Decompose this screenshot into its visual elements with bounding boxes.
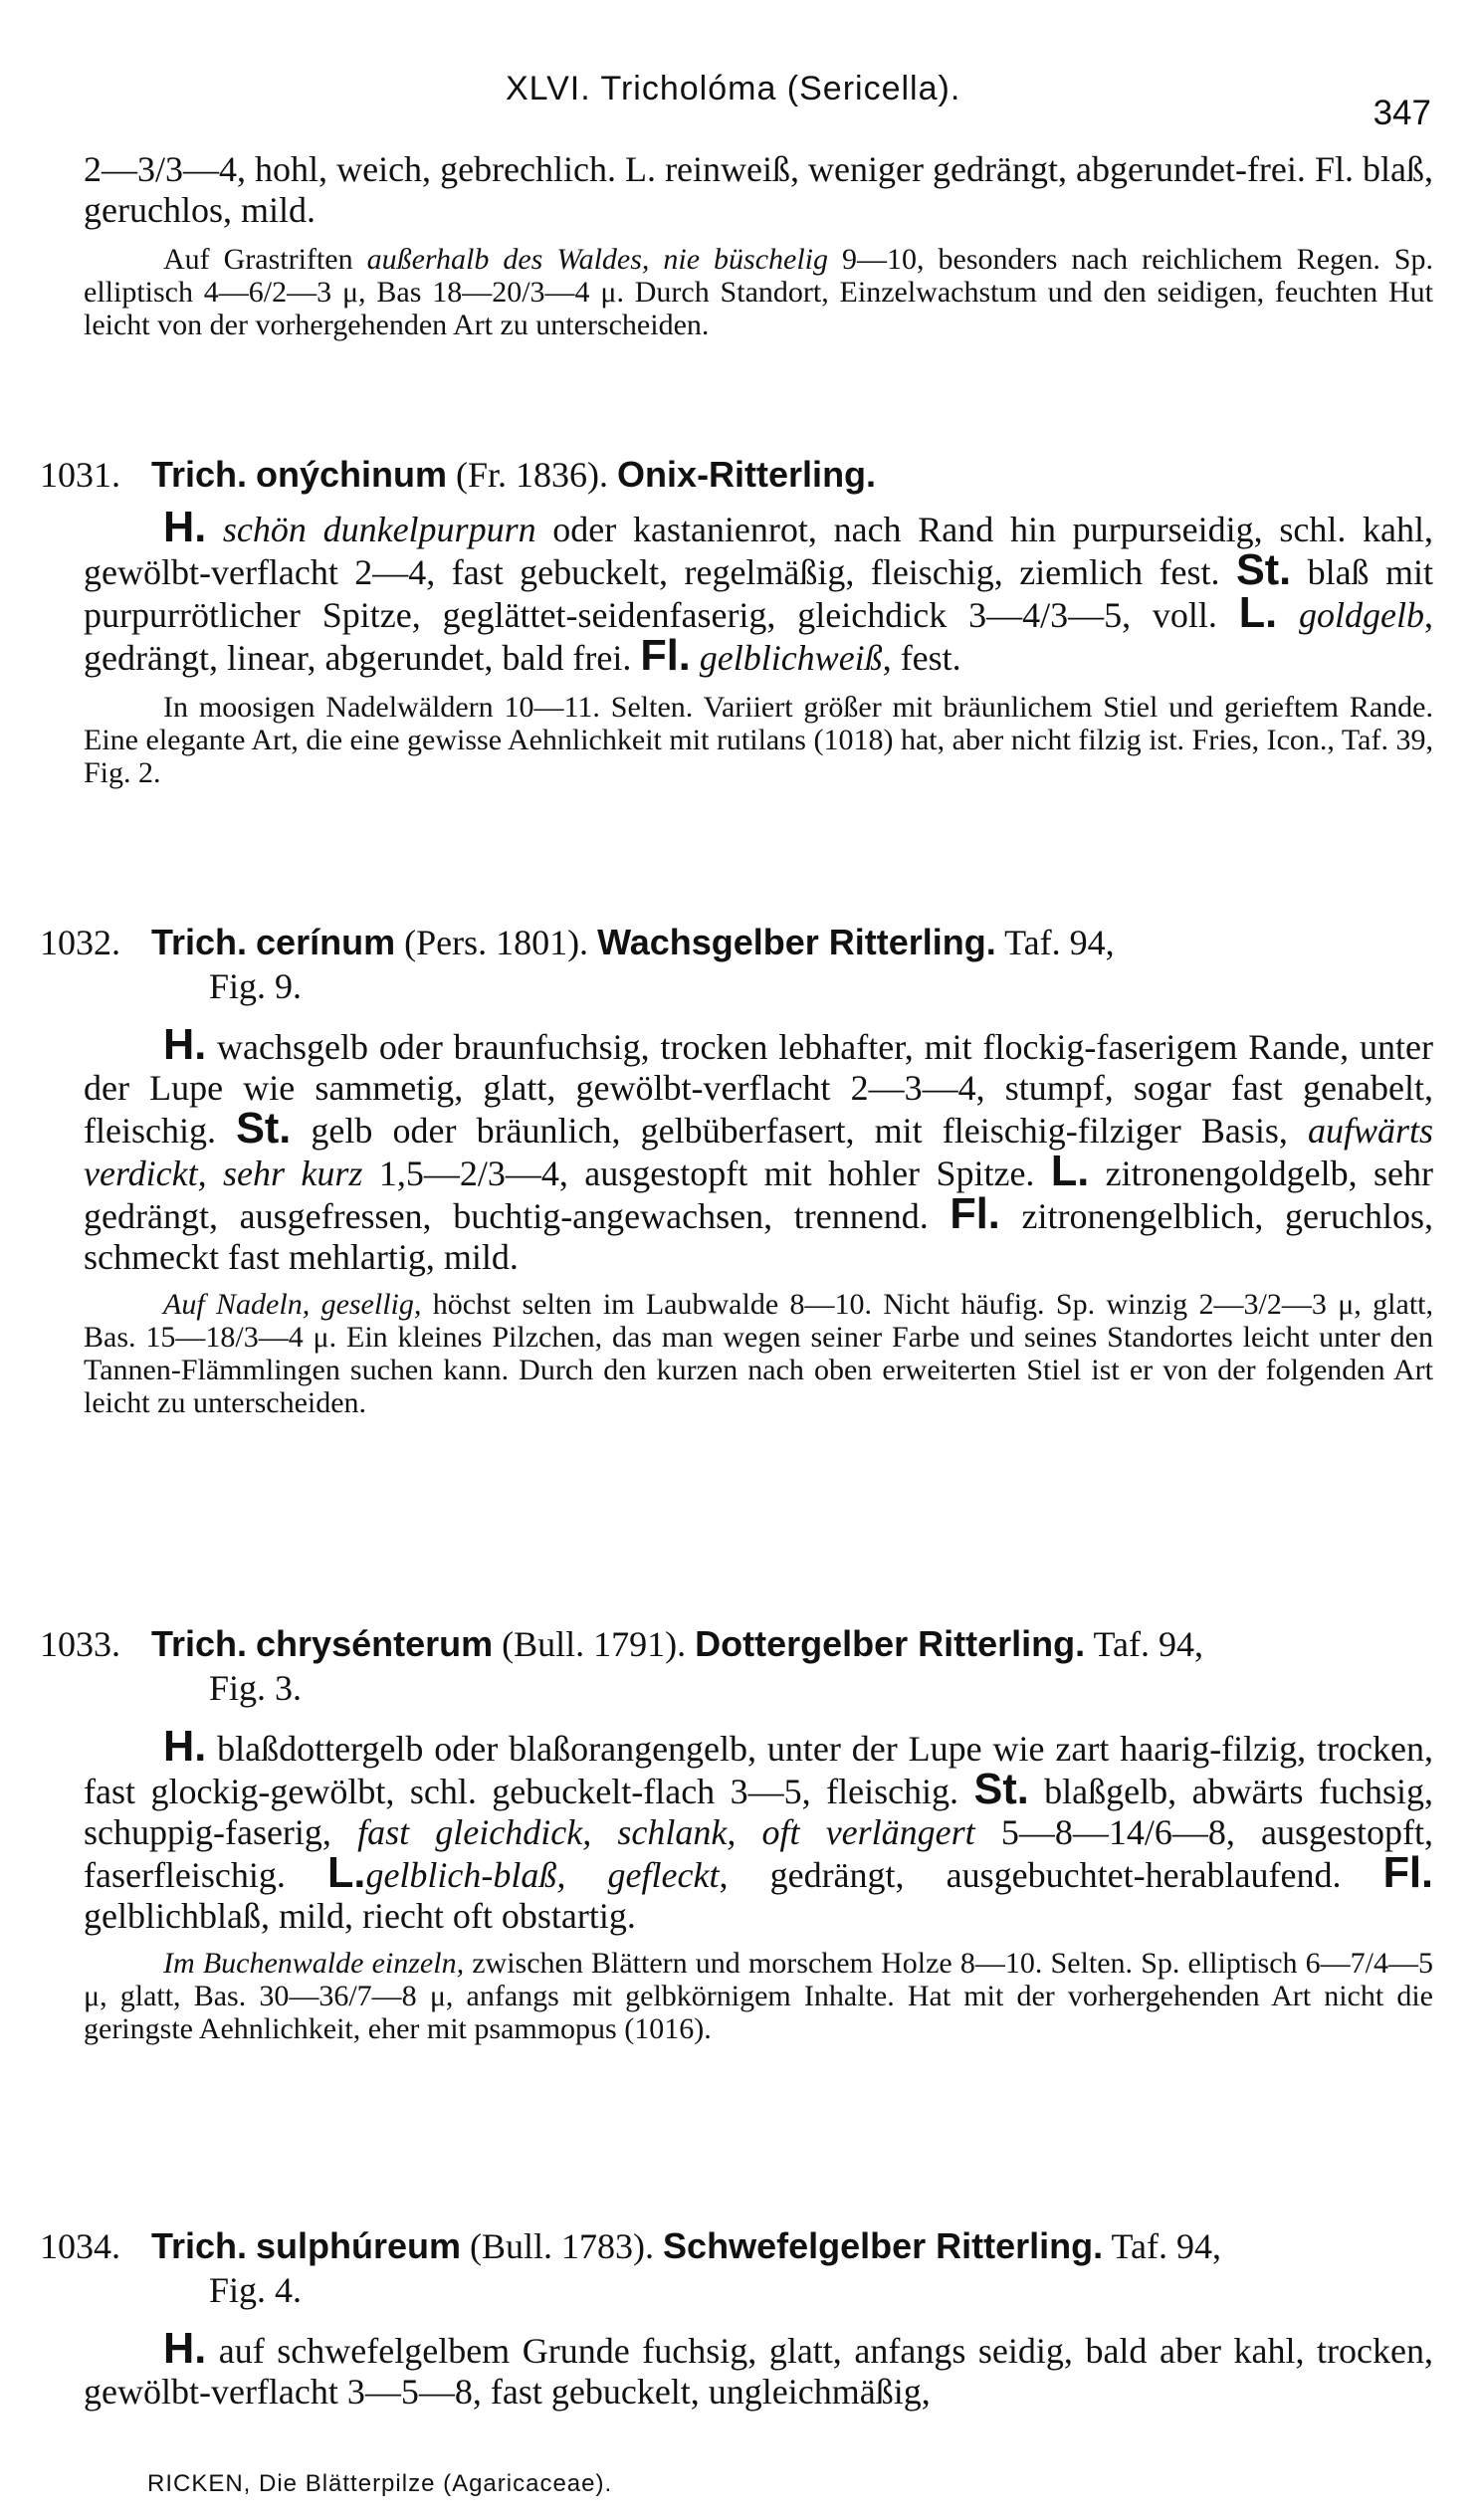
continuation-text bbox=[84, 149, 1433, 231]
running-head: XLVI. Tricholóma (Sericella). bbox=[506, 70, 961, 107]
description-1032: H. wachsgelb oder braunfuchsig, trocken lebhafter, mit flockig-faserigem Rande, unter der Lupe wie sammetig, glatt, gewölbt-verflacht 2—3—4, stumpf, sogar fast genabelt, fleischig. St. gelb oder bräunlich, gelbüberfasert, mit fleischig-filziger Basis, aufwärts verdickt, sehr kurz 1,5—2/3—4, ausgestopft mit hohler Spitze. L. zitronengoldgelb, sehr gedrängt, ausgefressen, buchtig-angewachsen, trennend. Fl. zitronengelblich, geruchlos, schmeckt fast mehlartig, mild. bbox=[84, 1021, 1434, 1277]
common-name: Dottergelber Ritterling. bbox=[695, 1623, 1086, 1664]
entry-body-1033 bbox=[84, 1723, 1434, 2045]
entry-heading-1032: 1032. Trich. cerínum (Pers. 1801). Wachsgelber Ritterling. Taf. 94, Fig. 9. bbox=[40, 922, 1115, 1006]
note-1032: Auf Nadeln, gesellig, höchst selten im Laubwalde 8—10. Nicht häufig. Sp. winzig 2—3/2—3 μ, glatt, Bas. 15—18/3—4 μ. Ein kleines Pilzchen, das man wegen seiner Farbe und seines Standortes leicht unter den Tannen-Flämmlingen suchen kann. Durch den kurzen nach oben erweiterten Stiel ist er von der folgenden Art leicht zu unterscheiden. bbox=[84, 1288, 1433, 1419]
note-1033: Im Buchenwalde einzeln, zwischen Blättern und morschem Holze 8—10. Selten. Sp. elliptisch 6—7/4—5 μ, glatt, Bas. 30—36/7—8 μ, anfangs mit gelbkörnigem Inhalte. Hat mit der vorhergehenden Art nicht die geringste Aehnlichkeit, eher mit psammopus (1016). bbox=[84, 1947, 1434, 2045]
page-header bbox=[0, 70, 1479, 132]
description-1031: H. schön dunkelpurpurn oder kastanienrot, nach Rand hin purpurseidig, schl. kahl, gewölbt-verflacht 2—4, fast gebuckelt, regelmäßig, fleischig, ziemlich fest. St. blaß mit purpurrötlicher Spitze, geglättet-seidenfaserig, gleichdick 3—4/3—5, voll. L. goldgelb, gedrängt, linear, abgerundet, bald frei. Fl. gelblichweiß, fest. bbox=[84, 504, 1434, 680]
entry-body-1034 bbox=[84, 2325, 1433, 2413]
description-1033: H. blaßdottergelb oder blaßorangengelb, unter der Lupe wie zart haarig-filzig, trocken, fast glockig-gewölbt, schl. gebuckelt-flach 3—5, fleischig. St. blaßgelb, abwärts fuchsig, schuppig-faserig, fast gleichdick, schlank, oft verlängert 5—8—14/6—8, ausgestopft, faserfleischig. L.gelblich-blaß, gefleckt, gedrängt, ausgebuchtet-herablaufend. Fl. gelblichblaß, mild, riecht oft obstartig. bbox=[84, 1723, 1434, 1936]
page-footer: RICKEN, Die Blätterpilze (Agaricaceae). bbox=[147, 2470, 613, 2497]
common-name: Onix-Ritterling. bbox=[617, 454, 877, 495]
continuation-main: 2—3/3—4, hohl, weich, gebrechlich. L. reinweiß, weniger gedrängt, abgerundet-frei. Fl. blaß, geruchlos, mild. bbox=[84, 149, 1433, 230]
continuation-note: Auf Grastriften außerhalb des Waldes, nie büschelig 9—10, besonders nach reichlichem Regen. Sp. elliptisch 4—6/2—3 μ, Bas 18—20/3—4 μ. Durch Standort, Einzelwachstum und den seidigen, feuchten Hut leicht von der vorhergehenden Art zu unterscheiden. bbox=[84, 243, 1433, 341]
entry-body-1031 bbox=[84, 504, 1434, 789]
description-1034: H. auf schwefelgelbem Grunde fuchsig, glatt, anfangs seidig, bald aber kahl, trocken, gewölbt-verflacht 3—5—8, fast gebuckelt, ungleichmäßig, bbox=[84, 2325, 1433, 2412]
note-1031: In moosigen Nadelwäldern 10—11. Selten. Variiert größer mit bräunlichem Stiel und gerieftem Rande. Eine elegante Art, die eine gewisse Aehnlichkeit mit rutilans (1018) hat, aber nicht filzig ist. Fries, Icon., Taf. 39, Fig. 2. bbox=[84, 691, 1433, 789]
entry-heading-1031: 1031. Trich. onýchinum (Fr. 1836). Onix-Ritterling. bbox=[40, 454, 877, 495]
continuation-section bbox=[84, 149, 1433, 341]
entry-heading-1033: 1033. Trich. chrysénterum (Bull. 1791). Dottergelber Ritterling. Taf. 94, Fig. 3. bbox=[40, 1623, 1203, 1708]
page-number: 347 bbox=[1373, 94, 1431, 132]
common-name: Wachsgelber Ritterling. bbox=[597, 922, 996, 962]
entry-body-1032 bbox=[84, 1021, 1434, 1419]
entry-heading-1034: 1034. Trich. sulphúreum (Bull. 1783). Schwefelgelber Ritterling. Taf. 94, Fig. 4. bbox=[40, 2225, 1221, 2310]
common-name: Schwefelgelber Ritterling. bbox=[663, 2225, 1104, 2266]
